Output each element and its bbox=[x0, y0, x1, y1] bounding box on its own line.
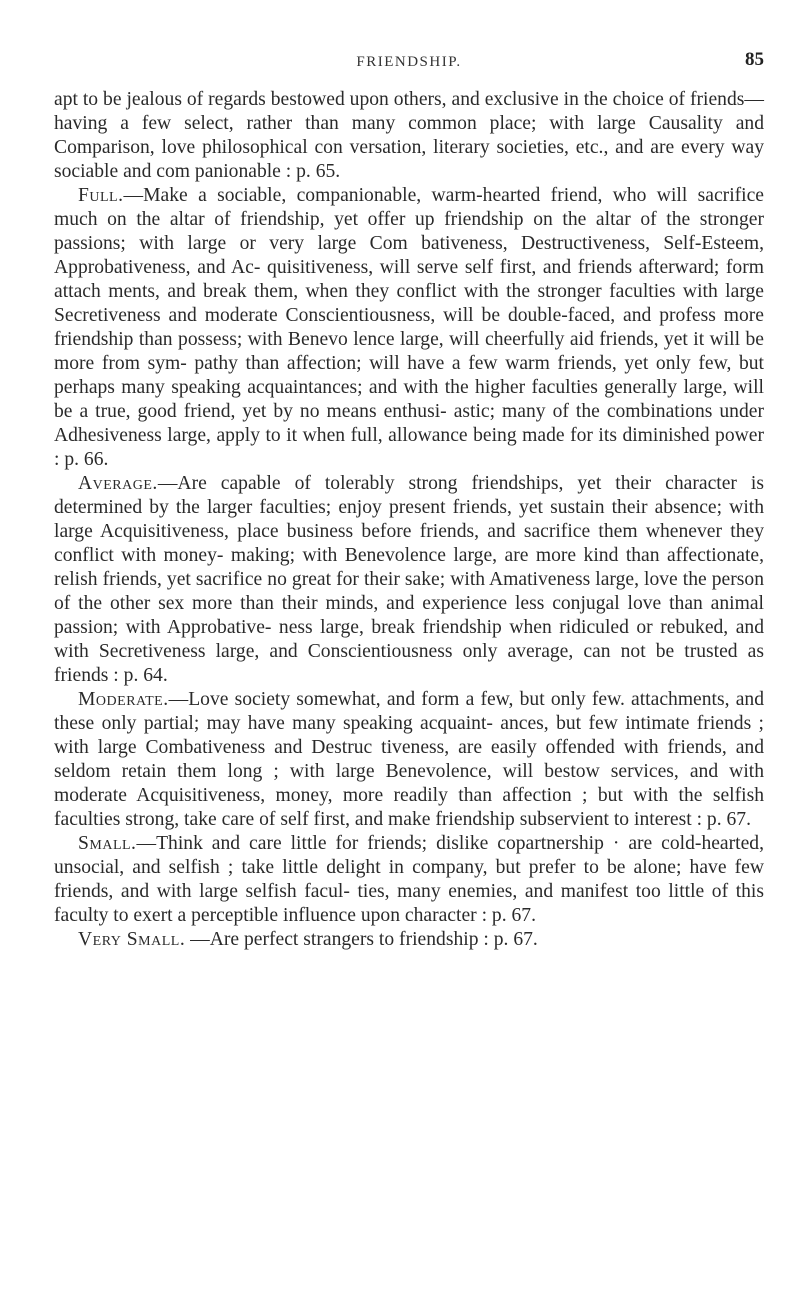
paragraph-text: —Think and care little for friends; dislike copartnership · are cold-hearted, unsocial, and selfish ; take little delight in company, but prefer to be alone; have few friends, and with large selfish facul- ties, many enemies, and manifest too little of this faculty to exert a perceptible influence upon character : p. 67. bbox=[54, 833, 764, 926]
paragraph-text: —Love society somewhat, and form a few, but only few. attachments, and these only partial; may have many speaking acquaint- ances, but few intimate friends ; with large Combativeness and Destruc tiveness, are easily offended with friends, and seldom retain them long ; with large Benevolence, will bestow services, and with moderate Acquisitiveness, money, more readily than affection ; but with the selfish faculties strong, take care of self first, and make friendship subservient to interest : p. 67. bbox=[54, 689, 764, 830]
paragraph-label: Moderate. bbox=[78, 689, 169, 710]
paragraph-text: apt to be jealous of regards bestowed upon others, and exclusive in the choice of friends—having a few select, rather than many common place; with large Causality and Comparison, love philosophical con versation, literary societies, etc., and are every way sociable and com panionable : p. 65. bbox=[54, 89, 764, 182]
paragraph-label: Average. bbox=[78, 473, 158, 494]
paragraph-label: Full. bbox=[78, 185, 124, 206]
paragraph-continuation bbox=[54, 88, 764, 184]
paragraph-label: Small. bbox=[78, 833, 137, 854]
paragraph-text: —Are capable of tolerably strong friendships, yet their character is determined by the larger faculties; enjoy present friends, yet sustain their absence; with large Acquisitiveness, place business before friends, and sacrifice them whenever they conflict with money- making; with Benevolence large, are more kind than affectionate, relish friends, yet sacrifice no great for their sake; with Amativeness large, love the person of the other sex more than their minds, and experience less conjugal love than animal passion; with Approbative- ness large, break friendship when ridiculed or rebuked, and with Secretiveness large, and Conscientiousness only average, can not be trusted as friends : p. 64. bbox=[54, 473, 764, 686]
paragraph-small bbox=[54, 832, 764, 928]
running-title: FRIENDSHIP. bbox=[356, 54, 462, 70]
paragraph-label: Very Small. bbox=[78, 929, 186, 950]
running-head bbox=[54, 0, 764, 70]
paragraph-text: —Are perfect strangers to friendship : p. 67. bbox=[185, 929, 538, 950]
paragraph-full bbox=[54, 184, 764, 472]
body-text bbox=[54, 88, 764, 952]
paragraph-text: —Make a sociable, companionable, warm-hearted friend, who will sacrifice much on the altar of friendship, yet offer up friendship on the altar of the stronger passions; with large or very large Com bativeness, Destructiveness, Self-Esteem, Approbativeness, and Ac- quisitiveness, will serve self first, and friends afterward; form attach ments, and break them, when they conflict with the stronger faculties with large Secretiveness and moderate Conscientiousness, will be double-faced, and profess more friendship than possess; with Benevo lence large, will cheerfully aid friends, yet it will be more from sym- pathy than affection; will have a few warm friends, yet only few, but perhaps many speaking acquaintances; and with the higher faculties generally large, will be a true, good friend, yet by no means enthusi- astic; many of the combinations under Adhesiveness large, apply to it when full, allowance being made for its diminished power : p. 66. bbox=[54, 185, 764, 470]
paragraph-moderate bbox=[54, 688, 764, 832]
page-number: 85 bbox=[745, 49, 764, 70]
book-page bbox=[54, 0, 764, 952]
paragraph-very-small bbox=[54, 928, 764, 952]
paragraph-average bbox=[54, 472, 764, 688]
